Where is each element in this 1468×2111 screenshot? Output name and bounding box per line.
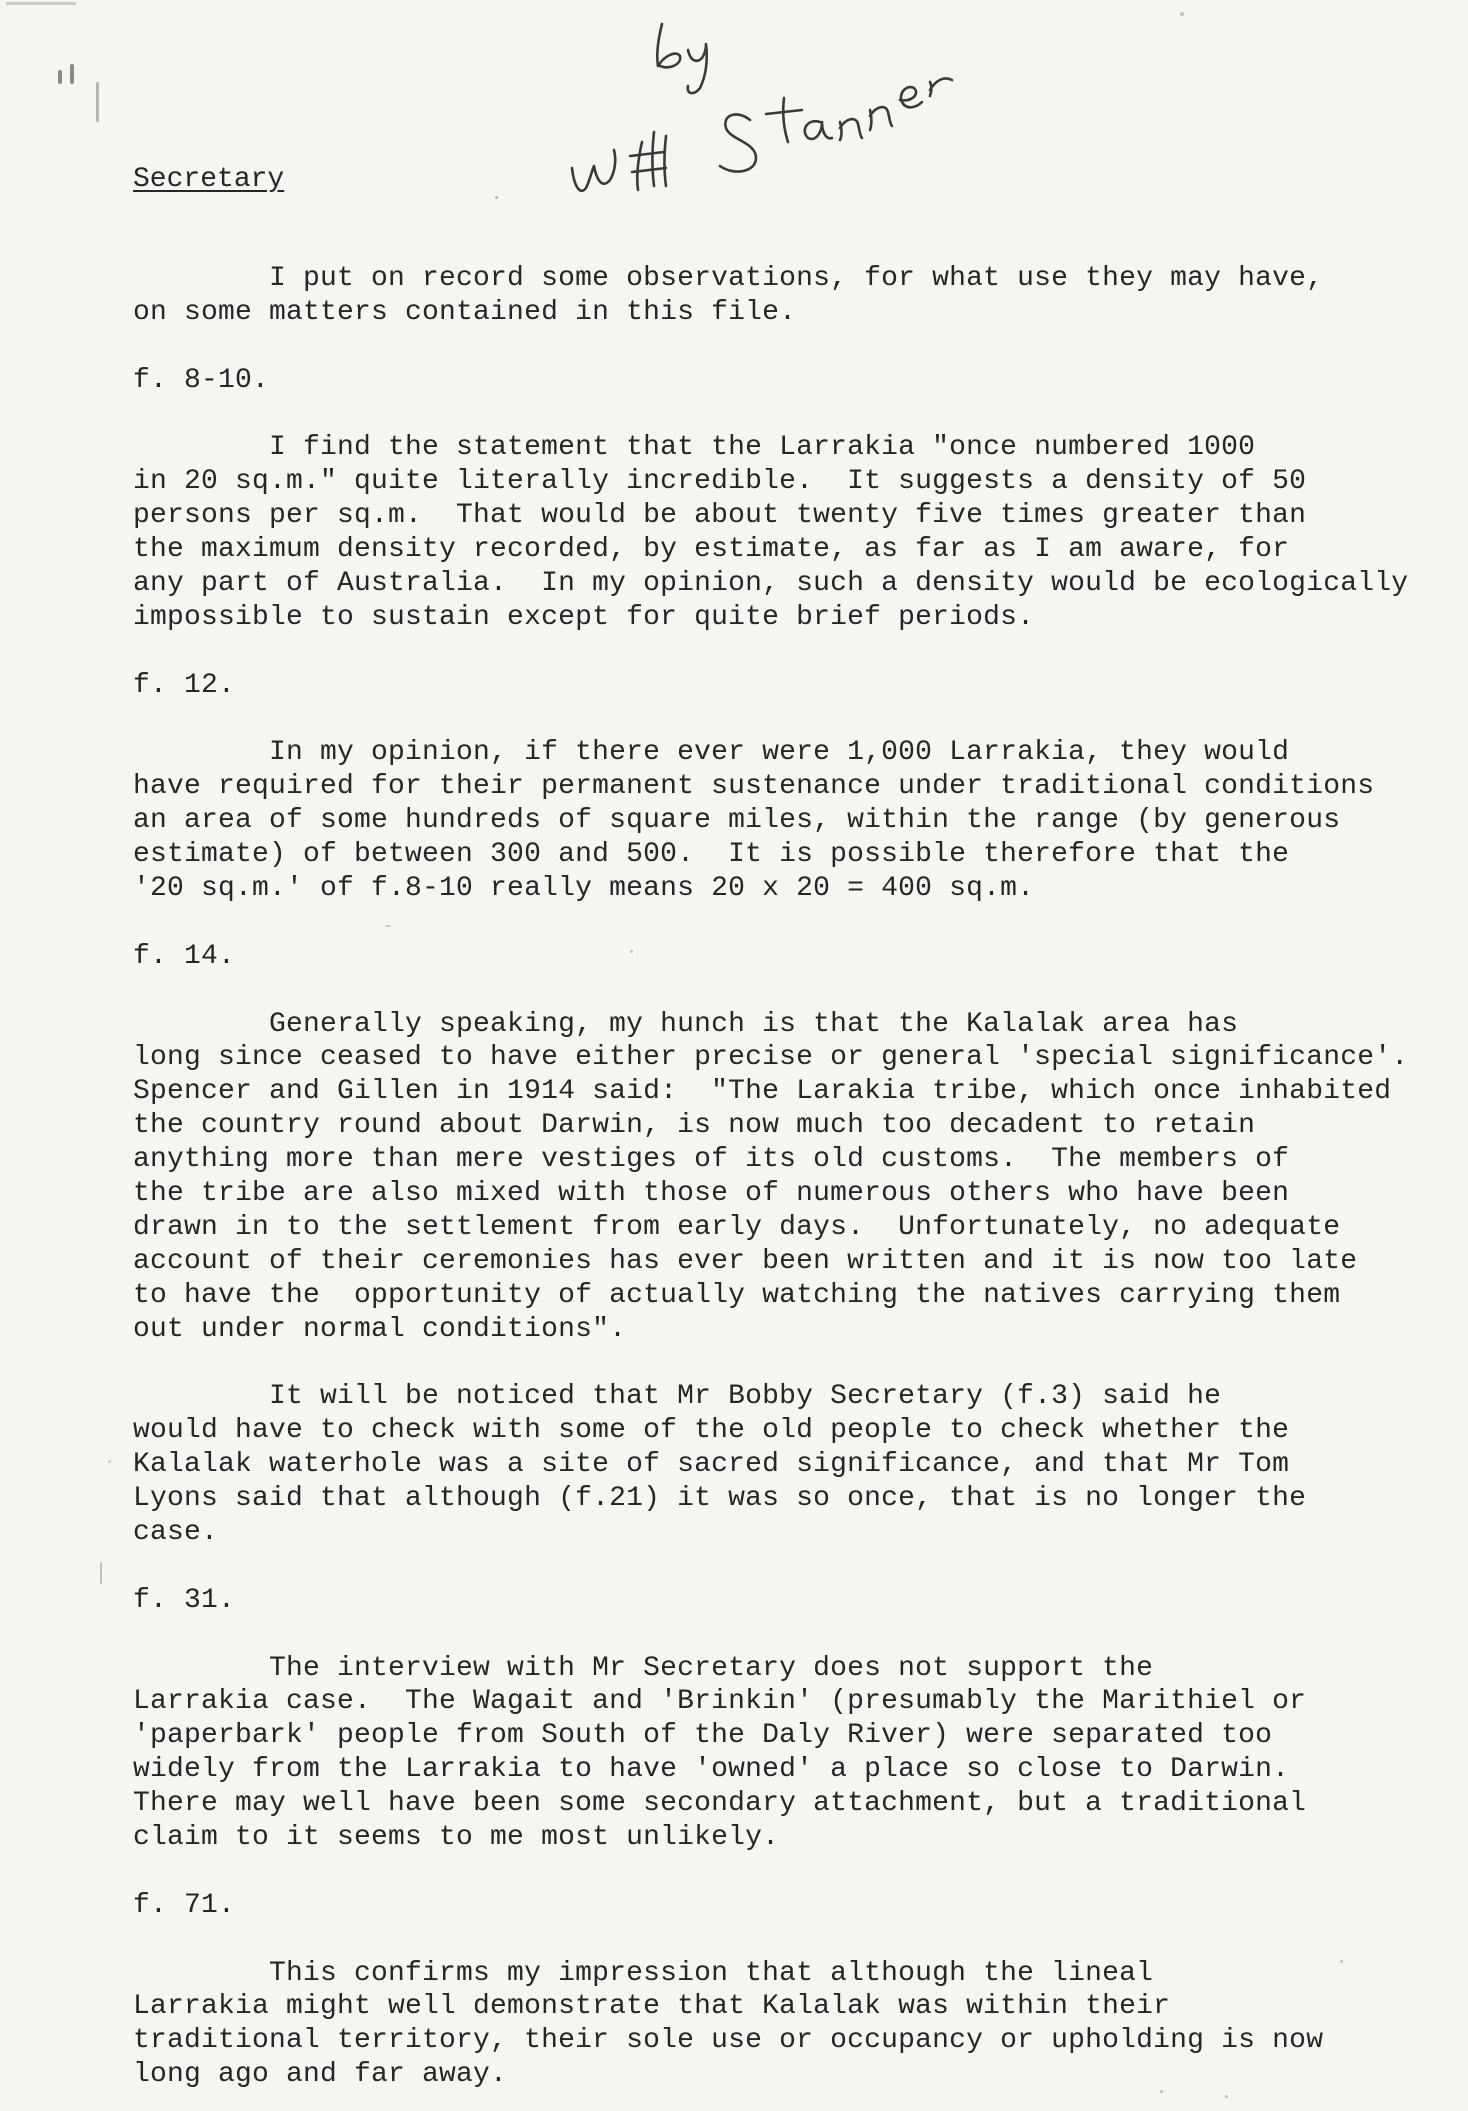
paragraph: [133, 1957, 1433, 2093]
paragraph-gap: [133, 1855, 1433, 1889]
handwriting-signature: [560, 10, 980, 210]
text-line: have required for their permanent sustenance under traditional conditions: [133, 771, 1375, 803]
text-line: Generally speaking, my hunch is that the Kalalak area has: [133, 1008, 1239, 1040]
text-line: case.: [133, 1516, 219, 1548]
scan-mark: [100, 1562, 102, 1584]
paragraph: [133, 1380, 1433, 1549]
text-line: anything more than mere vestiges of its old customs. The members of: [133, 1144, 1290, 1176]
text-line: the tribe are also mixed with those of numerous others who have been: [133, 1178, 1290, 1210]
scan-mark: [70, 64, 74, 84]
paragraph-gap: [133, 974, 1433, 1008]
document-body: [133, 262, 1433, 2092]
scan-mark: [108, 1460, 111, 1463]
folio-reference: f. 14.: [133, 940, 236, 972]
text-line: any part of Australia. In my opinion, such a density would be ecologically: [133, 568, 1409, 600]
text-line: claim to it seems to me most unlikely.: [133, 1821, 780, 1853]
paragraph-gap: [133, 906, 1433, 940]
text-line: '20 sq.m.' of f.8-10 really means 20 x 20 = 400 sq.m.: [133, 873, 1035, 905]
text-line: on some matters contained in this file.: [133, 296, 797, 328]
text-line: Larrakia might well demonstrate that Kalalak was within their: [133, 1991, 1171, 2023]
text-line: account of their ceremonies has ever been written and it is now too late: [133, 1245, 1358, 1277]
paragraph: [133, 1008, 1433, 1347]
text-line: would have to check with some of the old people to check whether the: [133, 1415, 1290, 1447]
text-line: widely from the Larrakia to have 'owned' a place so close to Darwin.: [133, 1754, 1290, 1786]
folio-reference: f. 71.: [133, 1889, 236, 1921]
text-line: estimate) of between 300 and 500. It is possible therefore that the: [133, 839, 1290, 871]
scan-mark: [96, 82, 99, 122]
text-line: I put on record some observations, for what use they may have,: [133, 263, 1324, 294]
document-heading: Secretary: [133, 164, 285, 195]
text-line: It will be noticed that Mr Bobby Secretary (f.3) said he: [133, 1381, 1222, 1413]
text-line: The interview with Mr Secretary does not support the: [133, 1652, 1154, 1684]
folio-reference: f. 31.: [133, 1584, 236, 1616]
text-line: Spencer and Gillen in 1914 said: "The Larakia tribe, which once inhabited: [133, 1076, 1392, 1108]
paragraph-gap: [133, 635, 1433, 669]
text-line: impossible to sustain except for quite brief periods.: [133, 601, 1035, 633]
text-line: out under normal conditions".: [133, 1313, 627, 1345]
folio-reference: f. 8-10.: [133, 364, 270, 396]
text-line: traditional territory, their sole use or occupancy or upholding is now: [133, 2025, 1324, 2057]
text-line: to have the opportunity of actually watching the natives carrying them: [133, 1279, 1341, 1311]
scan-mark: [495, 196, 498, 199]
scan-mark: [58, 70, 62, 84]
paragraph: [133, 262, 1433, 330]
text-line: In my opinion, if there ever were 1,000 Larrakia, they would: [133, 737, 1290, 769]
text-line: Lyons said that although (f.21) it was so once, that is no longer the: [133, 1483, 1307, 1515]
text-line: long ago and far away.: [133, 2059, 508, 2091]
folio-reference: f. 12.: [133, 669, 236, 701]
text-line: Kalalak waterhole was a site of sacred significance, and that Mr Tom: [133, 1449, 1290, 1481]
text-line: long since ceased to have either precise or general 'special significance'.: [133, 1042, 1409, 1074]
text-line: the maximum density recorded, by estimate, as far as I am aware, for: [133, 534, 1290, 566]
paragraph-gap: [133, 703, 1433, 737]
paragraph: [133, 431, 1433, 634]
text-line: an area of some hundreds of square miles, within the range (by generous: [133, 805, 1341, 837]
scan-mark: [1180, 12, 1184, 16]
paragraph-gap: [133, 1550, 1433, 1584]
paragraph-gap: [133, 330, 1433, 364]
text-line: the country round about Darwin, is now much too decadent to retain: [133, 1110, 1256, 1142]
paragraph-gap: [133, 1618, 1433, 1652]
text-line: persons per sq.m. That would be about twenty five times greater than: [133, 500, 1307, 532]
paragraph: [133, 1652, 1433, 1855]
scan-mark: [6, 2, 76, 5]
text-line: drawn in to the settlement from early days. Unfortunately, no adequate: [133, 1211, 1341, 1243]
paragraph: [133, 736, 1433, 905]
text-line: in 20 sq.m." quite literally incredible. It suggests a density of 50: [133, 466, 1307, 498]
text-line: This confirms my impression that although the lineal: [133, 1957, 1154, 1989]
handwritten-annotation: [560, 10, 980, 210]
paragraph-gap: [133, 398, 1433, 432]
paragraph-gap: [133, 1347, 1433, 1381]
text-line: I find the statement that the Larrakia "once numbered 1000: [133, 432, 1256, 464]
text-line: 'paperbark' people from South of the Daly River) were separated too: [133, 1720, 1273, 1752]
text-line: There may well have been some secondary attachment, but a traditional: [133, 1788, 1307, 1820]
scan-mark: [1225, 2095, 1228, 2098]
text-line: Larrakia case. The Wagait and 'Brinkin' (presumably the Marithiel or: [133, 1686, 1307, 1718]
paragraph-gap: [133, 1923, 1433, 1957]
